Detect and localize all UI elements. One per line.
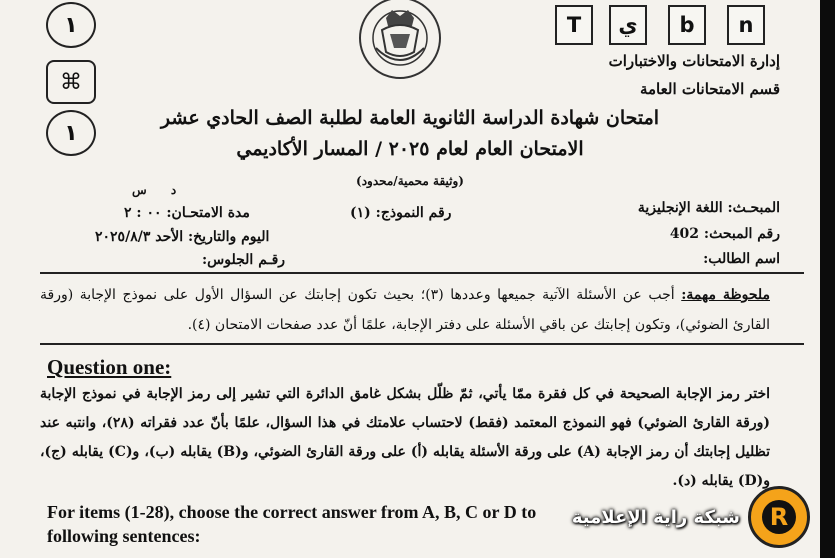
department-name: إدارة الامتحانات والاختبارات <box>608 52 780 70</box>
question-instructions-en-line1: For items (1-28), choose the correct answer from A, B, C or D to <box>47 502 537 522</box>
divider <box>40 343 804 345</box>
student-name-field: اسم الطالب: <box>703 251 780 267</box>
important-note <box>40 280 770 340</box>
letter-box-b: b <box>668 5 706 45</box>
question-heading: Question one: <box>47 355 172 379</box>
ministry-emblem-icon <box>352 0 448 86</box>
note-text: أجب عن الأسئلة الآتية جميعها وعددها (٣)؛ بحيث تكون إجابتك عن السؤال الأول على نموذج الإجابة (ورقة القارئ الضوئي)، وتكون إجابتك عن باقي الأسئلة على دفتر الإجابة، علمًا أنّ عدد صفحات الامتحان (٤). <box>40 287 770 333</box>
letter-box-t: T <box>555 5 593 45</box>
section-name: قسم الامتحانات العامة <box>639 80 780 98</box>
page-number-circle-top: ١ <box>46 2 96 48</box>
note-label: ملحوظة مهمة: <box>681 287 770 303</box>
question-instructions-en-line2: following sentences: <box>47 526 201 546</box>
exam-duration: مدة الامتحـان: ٠٠ : ٢ <box>124 205 250 221</box>
exam-subtitle: الامتحان العام لعام ٢٠٢٥ / المسار الأكاديمي <box>236 138 584 160</box>
exam-date: اليوم والتاريخ: الأحد ٢٠٢٥/٨/٣ <box>95 229 270 245</box>
page-number-circle-bottom: ١ <box>46 110 96 156</box>
letter-box-n: n <box>727 5 765 45</box>
exam-title: امتحان شهادة الدراسة الثانوية العامة لطلبة الصف الحادي عشر <box>160 107 660 129</box>
network-name: شبكة راية الإعلامية <box>571 506 740 528</box>
letter-box-ya: ي <box>609 5 647 45</box>
network-watermark <box>572 486 810 548</box>
divider <box>40 272 804 274</box>
duration-units: د س <box>132 183 177 197</box>
seat-number-field: رقـم الجلوس: <box>202 252 286 268</box>
model-number: رقم النموذج: (١) <box>350 205 452 221</box>
subject-label: المبحـث: اللغة الإنجليزية <box>637 200 780 216</box>
command-symbol-box: ⌘ <box>46 60 96 104</box>
question-instructions-ar: اختر رمز الإجابة الصحيحة في كل فقرة ممّا يأتي، ثمّ ظلّل بشكل غامق الدائرة التي تشير إلى رمز الإجابة في نموذج الإجابة (ورقة القارئ الضوئي) فهو النموذج المعتمد (فقط) لاحتساب علامتك في هذا السؤال، علمًا بأنّ عدد فقراته (٢٨)، وانتبه عند تظليل إجابتك أن رمز الإجابة (A) على ورقة الأسئلة يقابله (أ) على ورقة القارئ الضوئي، و(B) يقابله (ب)، و(C) يقابله (ج)، و(D) يقابله (د). <box>40 386 770 489</box>
subject-code: رقم المبحث: 402 <box>669 226 780 242</box>
document-classification: (وثيقة محمية/محدود) <box>356 174 464 188</box>
network-logo-icon: R <box>748 486 810 548</box>
